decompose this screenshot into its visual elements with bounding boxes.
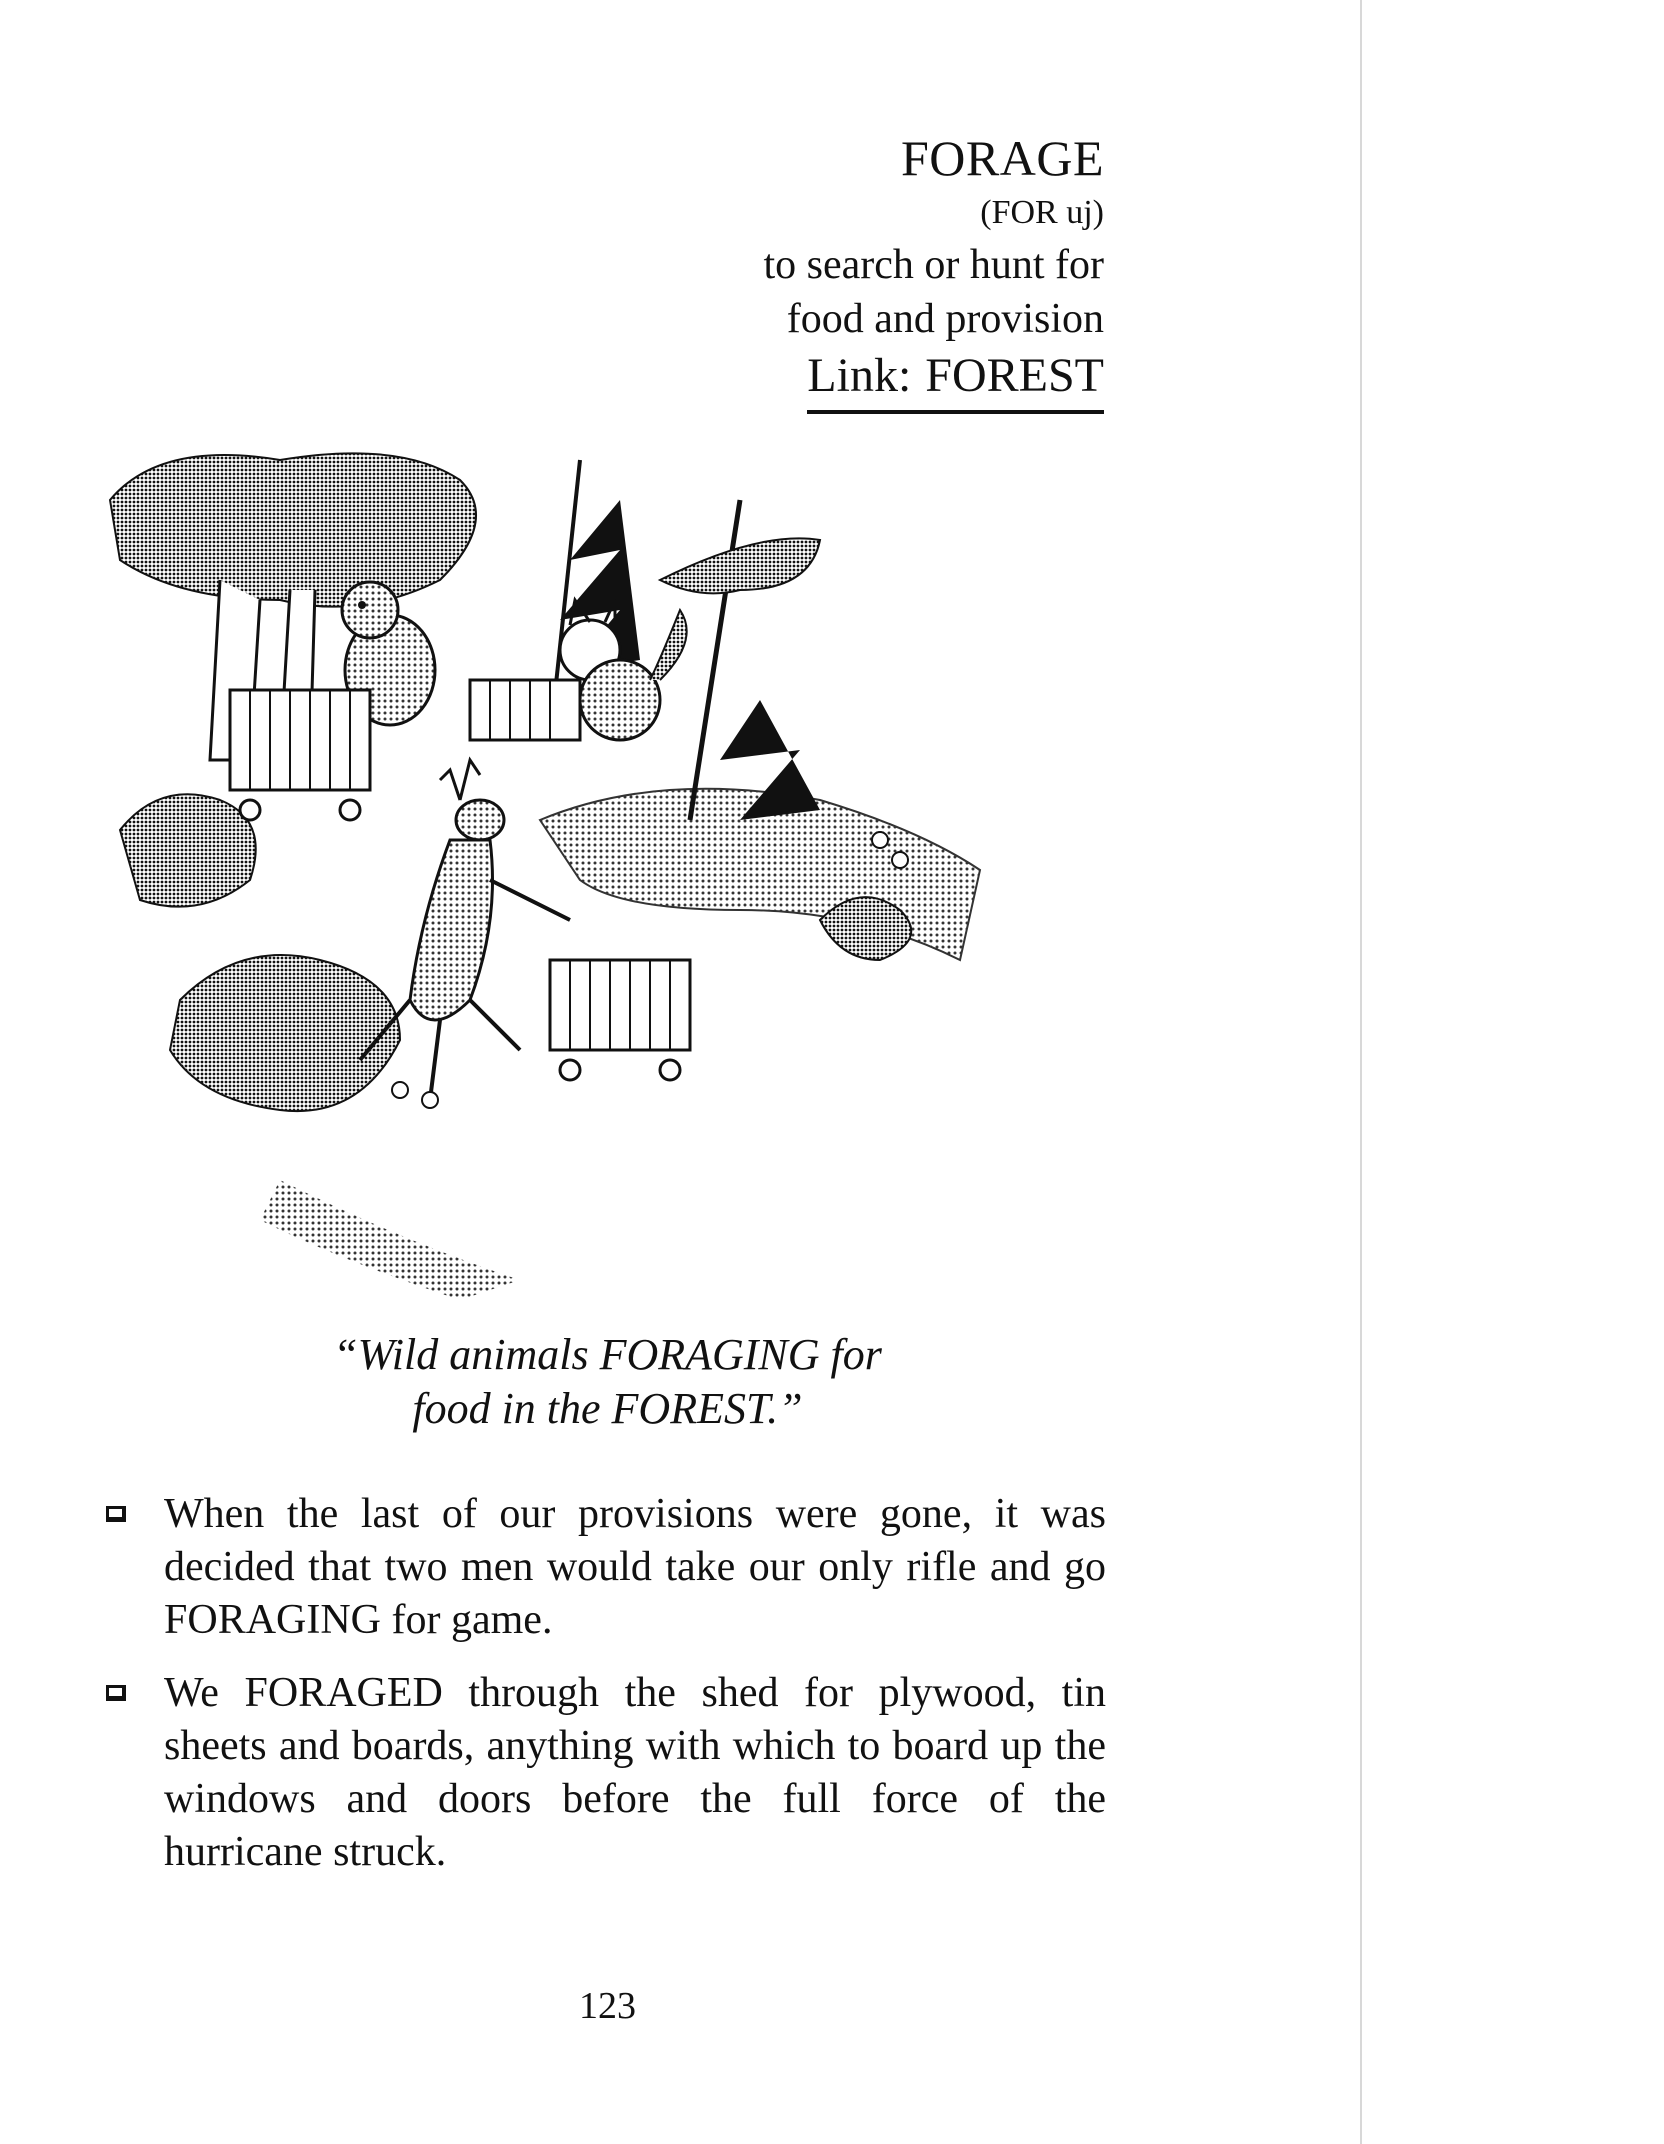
example-text: We FORAGED through the shed for plywood, tin sheets and boards, anything with which to board up the windows and doors before the full force of the hurricane struck.	[164, 1670, 1106, 1875]
definition-line-2: food and provision	[786, 296, 1104, 342]
bear-cart	[230, 690, 370, 820]
link-label: Link:	[807, 349, 912, 402]
illustration-caption	[0, 1328, 1215, 1436]
caption-line-2: food in the FOREST.”	[412, 1384, 803, 1433]
page-gutter-line	[1360, 0, 1362, 2144]
example-list	[96, 1488, 1106, 1899]
caption-line-1: “Wild animals FORAGING for	[333, 1330, 882, 1379]
fox-cart	[470, 680, 580, 740]
checkbox-bullet-icon	[106, 1685, 126, 1701]
example-item	[96, 1488, 1106, 1647]
example-text: When the last of our provisions were gone, it was decided that two men would take our only rifle and go FORAGING for game.	[164, 1491, 1106, 1643]
checkbox-bullet-icon	[106, 1506, 126, 1522]
dictionary-entry	[763, 128, 1104, 414]
page-number: 123	[579, 1985, 636, 2027]
link-line	[807, 346, 1104, 414]
deer-cart	[550, 960, 690, 1080]
link-word: FOREST	[925, 349, 1104, 402]
example-item	[96, 1667, 1106, 1879]
definition-line-1: to search or hunt for	[763, 242, 1104, 288]
headword: FORAGE	[900, 130, 1104, 186]
forest-animals-illustration	[100, 440, 1110, 1320]
pronunciation: (FOR uj)	[980, 194, 1104, 231]
